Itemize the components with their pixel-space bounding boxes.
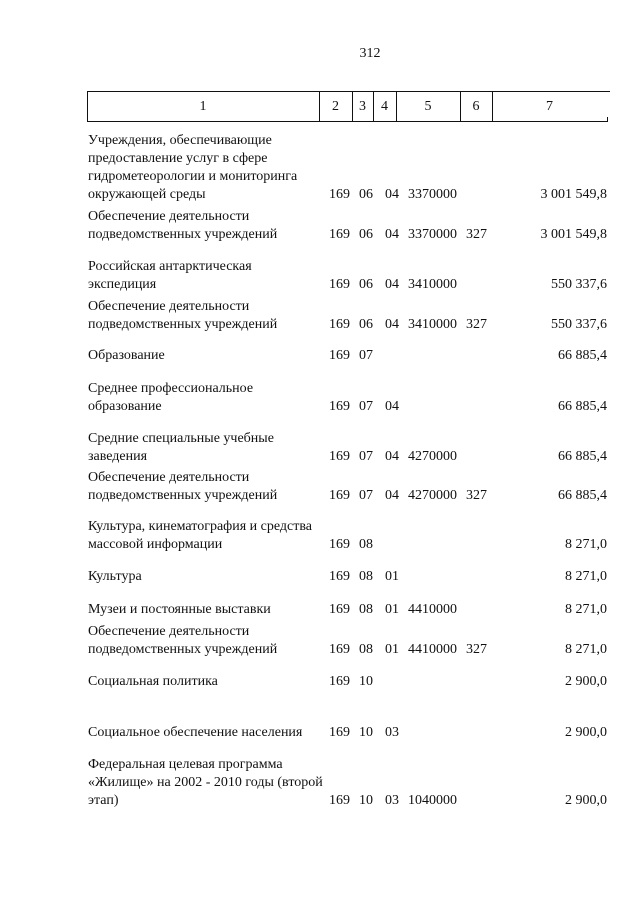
row-col-3: 07 <box>359 449 373 464</box>
row-col-3: 08 <box>359 642 373 657</box>
row-col-4: 04 <box>385 399 399 414</box>
row-col-4: 03 <box>385 725 399 740</box>
row-col-5: 3370000 <box>408 227 457 242</box>
table-row <box>0 430 640 466</box>
row-col-5: 3410000 <box>408 317 457 332</box>
table-row <box>0 706 640 742</box>
row-col-2: 169 <box>329 348 350 363</box>
row-col-2: 169 <box>329 537 350 552</box>
row-col-6: 327 <box>466 227 487 242</box>
row-col-3: 10 <box>359 793 373 808</box>
row-name: Образование <box>88 348 165 363</box>
row-col-5: 3410000 <box>408 277 457 292</box>
table-row <box>0 756 640 810</box>
row-name: Музеи и постоянные выставки <box>88 602 271 617</box>
table-row <box>0 380 640 416</box>
row-col-5: 4410000 <box>408 642 457 657</box>
row-col-5: 4270000 <box>408 488 457 503</box>
table-row <box>0 298 640 334</box>
row-col-4: 01 <box>385 642 399 657</box>
row-col-4: 04 <box>385 449 399 464</box>
row-name: Культура, кинематография и средства массовой информации <box>88 519 312 552</box>
header-col-5: 5 <box>424 99 432 114</box>
row-col-4: 04 <box>385 488 399 503</box>
table-row <box>0 623 640 659</box>
row-col-4: 04 <box>385 227 399 242</box>
row-col-3: 06 <box>359 277 373 292</box>
row-name: Среднее профессиональное образование <box>88 381 254 414</box>
row-col-4: 01 <box>385 602 399 617</box>
table-row <box>0 601 640 619</box>
row-col-3: 10 <box>359 725 373 740</box>
table-row <box>0 518 640 554</box>
row-col-6: 327 <box>466 488 487 503</box>
table-row <box>0 673 640 691</box>
row-col-4: 03 <box>385 793 399 808</box>
row-col-3: 06 <box>359 317 373 332</box>
row-name: Культура <box>88 569 142 584</box>
row-col-2: 169 <box>329 642 350 657</box>
row-name: Обеспечение деятельности подведомственных учреждений <box>88 470 278 503</box>
header-col-4: 4 <box>381 99 388 114</box>
row-col-7: 2 900,0 <box>565 725 607 740</box>
row-col-2: 169 <box>329 449 350 464</box>
row-name: Социальная политика <box>88 674 218 689</box>
row-col-7: 3 001 549,8 <box>540 187 607 202</box>
row-col-2: 169 <box>329 227 350 242</box>
header-col-7: 7 <box>546 99 553 114</box>
row-col-2: 169 <box>329 793 350 808</box>
row-name: Обеспечение деятельности подведомственных учреждений <box>88 209 278 242</box>
table-row <box>0 469 640 505</box>
row-col-2: 169 <box>329 187 350 202</box>
row-col-3: 07 <box>359 488 373 503</box>
table-row <box>0 568 640 586</box>
row-col-5: 4270000 <box>408 449 457 464</box>
row-col-5: 3370000 <box>408 187 457 202</box>
row-col-7: 2 900,0 <box>565 793 607 808</box>
row-col-5: 1040000 <box>408 793 457 808</box>
row-col-3: 10 <box>359 674 373 689</box>
row-col-7: 8 271,0 <box>565 602 607 617</box>
table-row <box>0 258 640 294</box>
header-col-1: 1 <box>199 99 207 114</box>
row-col-7: 550 337,6 <box>551 277 607 292</box>
row-col-7: 3 001 549,8 <box>540 227 607 242</box>
row-name: Социальное обеспечение населения <box>88 725 303 740</box>
row-col-7: 66 885,4 <box>558 449 607 464</box>
row-col-7: 66 885,4 <box>558 348 607 363</box>
row-col-4: 04 <box>385 317 399 332</box>
row-col-5: 4410000 <box>408 602 457 617</box>
row-name: Средние специальные учебные заведения <box>88 431 274 464</box>
row-name: Обеспечение деятельности подведомственных учреждений <box>88 624 278 657</box>
row-col-2: 169 <box>329 399 350 414</box>
row-col-7: 66 885,4 <box>558 488 607 503</box>
row-col-2: 169 <box>329 725 350 740</box>
header-col-2: 2 <box>332 99 339 114</box>
row-col-3: 08 <box>359 537 373 552</box>
row-name: Обеспечение деятельности подведомственных учреждений <box>88 299 278 332</box>
row-col-4: 04 <box>385 277 399 292</box>
row-col-2: 169 <box>329 488 350 503</box>
row-name: Российская антарктическая экспедиция <box>88 259 252 292</box>
page-number: 312 <box>359 46 381 61</box>
header-col-3: 3 <box>359 99 366 114</box>
row-col-2: 169 <box>329 674 350 689</box>
row-col-7: 66 885,4 <box>558 399 607 414</box>
row-col-3: 07 <box>359 399 373 414</box>
row-col-3: 06 <box>359 227 373 242</box>
row-col-2: 169 <box>329 317 350 332</box>
row-col-7: 8 271,0 <box>565 642 607 657</box>
header-col-6: 6 <box>472 99 480 114</box>
row-col-6: 327 <box>466 642 487 657</box>
row-col-4: 04 <box>385 187 399 202</box>
row-col-2: 169 <box>329 277 350 292</box>
row-col-7: 550 337,6 <box>551 317 607 332</box>
row-col-7: 8 271,0 <box>565 569 607 584</box>
row-col-3: 08 <box>359 569 373 584</box>
row-col-4: 01 <box>385 569 399 584</box>
row-col-2: 169 <box>329 602 350 617</box>
row-name: Федеральная целевая программа «Жилище» на 2002 - 2010 годы (второй этап) <box>88 757 323 808</box>
table-header <box>87 91 610 122</box>
row-col-3: 06 <box>359 187 373 202</box>
row-col-3: 07 <box>359 348 373 363</box>
table-row <box>0 208 640 244</box>
row-col-2: 169 <box>329 569 350 584</box>
row-col-7: 2 900,0 <box>565 674 607 689</box>
table-row <box>0 134 640 204</box>
row-col-3: 08 <box>359 602 373 617</box>
table-row <box>0 347 640 365</box>
row-name: Учреждения, обеспечивающие предоставление услуг в сфере гидрометеорологии и мониторинга окружающей среды <box>88 133 298 202</box>
row-col-7: 8 271,0 <box>565 537 607 552</box>
header-divider <box>607 117 608 122</box>
row-col-6: 327 <box>466 317 487 332</box>
